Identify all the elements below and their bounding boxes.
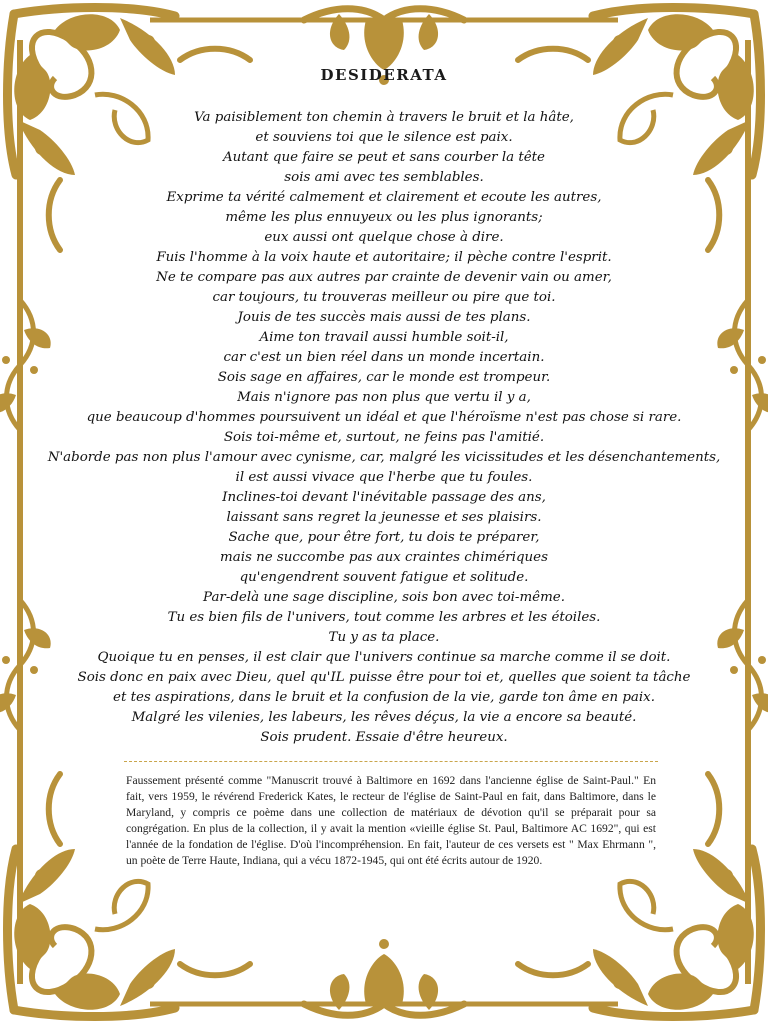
poem-line: Aime ton travail aussi humble soit-il, xyxy=(259,330,509,345)
poem-line: Va paisiblement ton chemin à travers le bruit et la hâte, xyxy=(194,110,574,125)
poem-line: Sois toi-même et, surtout, ne feins pas l'amitié. xyxy=(223,430,545,445)
poem-line: Tu es bien fils de l'univers, tout comme les arbres et les étoiles. xyxy=(167,610,601,625)
poem-line: Ne te compare pas aux autres par crainte de devenir vain ou amer, xyxy=(156,270,612,285)
poem-line: N'aborde pas non plus l'amour avec cynisme, car, malgré les vicissitudes et les désenchantements, xyxy=(47,450,721,465)
poem-line: et tes aspirations, dans le bruit et la confusion de la vie, garde ton âme en paix. xyxy=(113,690,655,705)
poem-line: car c'est un bien réel dans un monde incertain. xyxy=(223,350,545,365)
poem-line: Inclines-toi devant l'inévitable passage des ans, xyxy=(222,490,546,505)
poem-line: Mais n'ignore pas non plus que vertu il y a, xyxy=(237,390,531,405)
poem-line: Fuis l'homme à la voix haute et autoritaire; il pèche contre l'esprit. xyxy=(156,250,612,265)
dashed-divider xyxy=(124,761,658,762)
poem-line: Malgré les vilenies, les labeurs, les rêves déçus, la vie a encore sa beauté. xyxy=(131,710,637,725)
poem-line: Autant que faire se peut et sans courber la tête xyxy=(223,150,545,165)
poem-line: Quoique tu en penses, il est clair que l'univers continue sa marche comme il se doit. xyxy=(97,650,671,665)
poem-line: car toujours, tu trouveras meilleur ou pire que toi. xyxy=(212,290,556,305)
poem-line: que beaucoup d'hommes poursuivent un idéal et que l'héroïsme n'est pas chose si rare. xyxy=(86,410,682,425)
poem-line: sois ami avec tes semblables. xyxy=(284,170,484,185)
poem-line: même les plus ennuyeux ou les plus ignorants; xyxy=(225,210,543,225)
poem-line: Sois sage en affaires, car le monde est trompeur. xyxy=(217,370,551,385)
poem-body xyxy=(30,108,738,748)
poem-line: Jouis de tes succès mais aussi de tes plans. xyxy=(237,310,531,325)
page-title: DESIDERATA xyxy=(320,66,448,84)
poem-line: qu'engendrent souvent fatigue et solitude. xyxy=(239,570,529,585)
footnote-paragraph: Faussement présenté comme "Manuscrit trouvé à Baltimore en 1692 dans l'ancienne église de Saint-Paul." En fait, vers 1959, le révérend Frederick Kates, le recteur de l'église de Saint-Paul en fait, dans Baltimore, dans le Maryland, y compris ce poème dans une collection de matériaux de dévotion qu'il se préparait pour sa congrégation. En plus de la collection, il y avait la mention «vieille église St. Paul, Baltimore AC 1692", qui est l'année de la fondation de l'église. D'où l'incompréhension. En fait, l'auteur de ces versets est " Max Ehrmann ", un poète de Terre Haute, Indiana, qui a vécu 1872-1945, qui ont été écrits autour de 1920. xyxy=(126,774,656,867)
poem-line: laissant sans regret la jeunesse et ses plaisirs. xyxy=(226,510,542,525)
poem-line: et souviens toi que le silence est paix. xyxy=(255,130,513,145)
poem-line: mais ne succombe pas aux craintes chimériques xyxy=(220,550,548,565)
poem-line: Par-delà une sage discipline, sois bon avec toi-même. xyxy=(203,590,565,605)
poem-line: Sois donc en paix avec Dieu, quel qu'IL puisse être pour toi et, quelles que soient ta tâche xyxy=(77,670,691,685)
poem-line: Tu y as ta place. xyxy=(328,630,440,645)
poem-line: il est aussi vivace que l'herbe que tu foules. xyxy=(235,470,533,485)
poem-line: Sois prudent. Essaie d'être heureux. xyxy=(260,730,508,745)
poem-line: Exprime ta vérité calmement et clairement et ecoute les autres, xyxy=(166,190,602,205)
poem-line: Sache que, pour être fort, tu dois te préparer, xyxy=(228,530,540,545)
poem-line: eux aussi ont quelque chose à dire. xyxy=(264,230,504,245)
